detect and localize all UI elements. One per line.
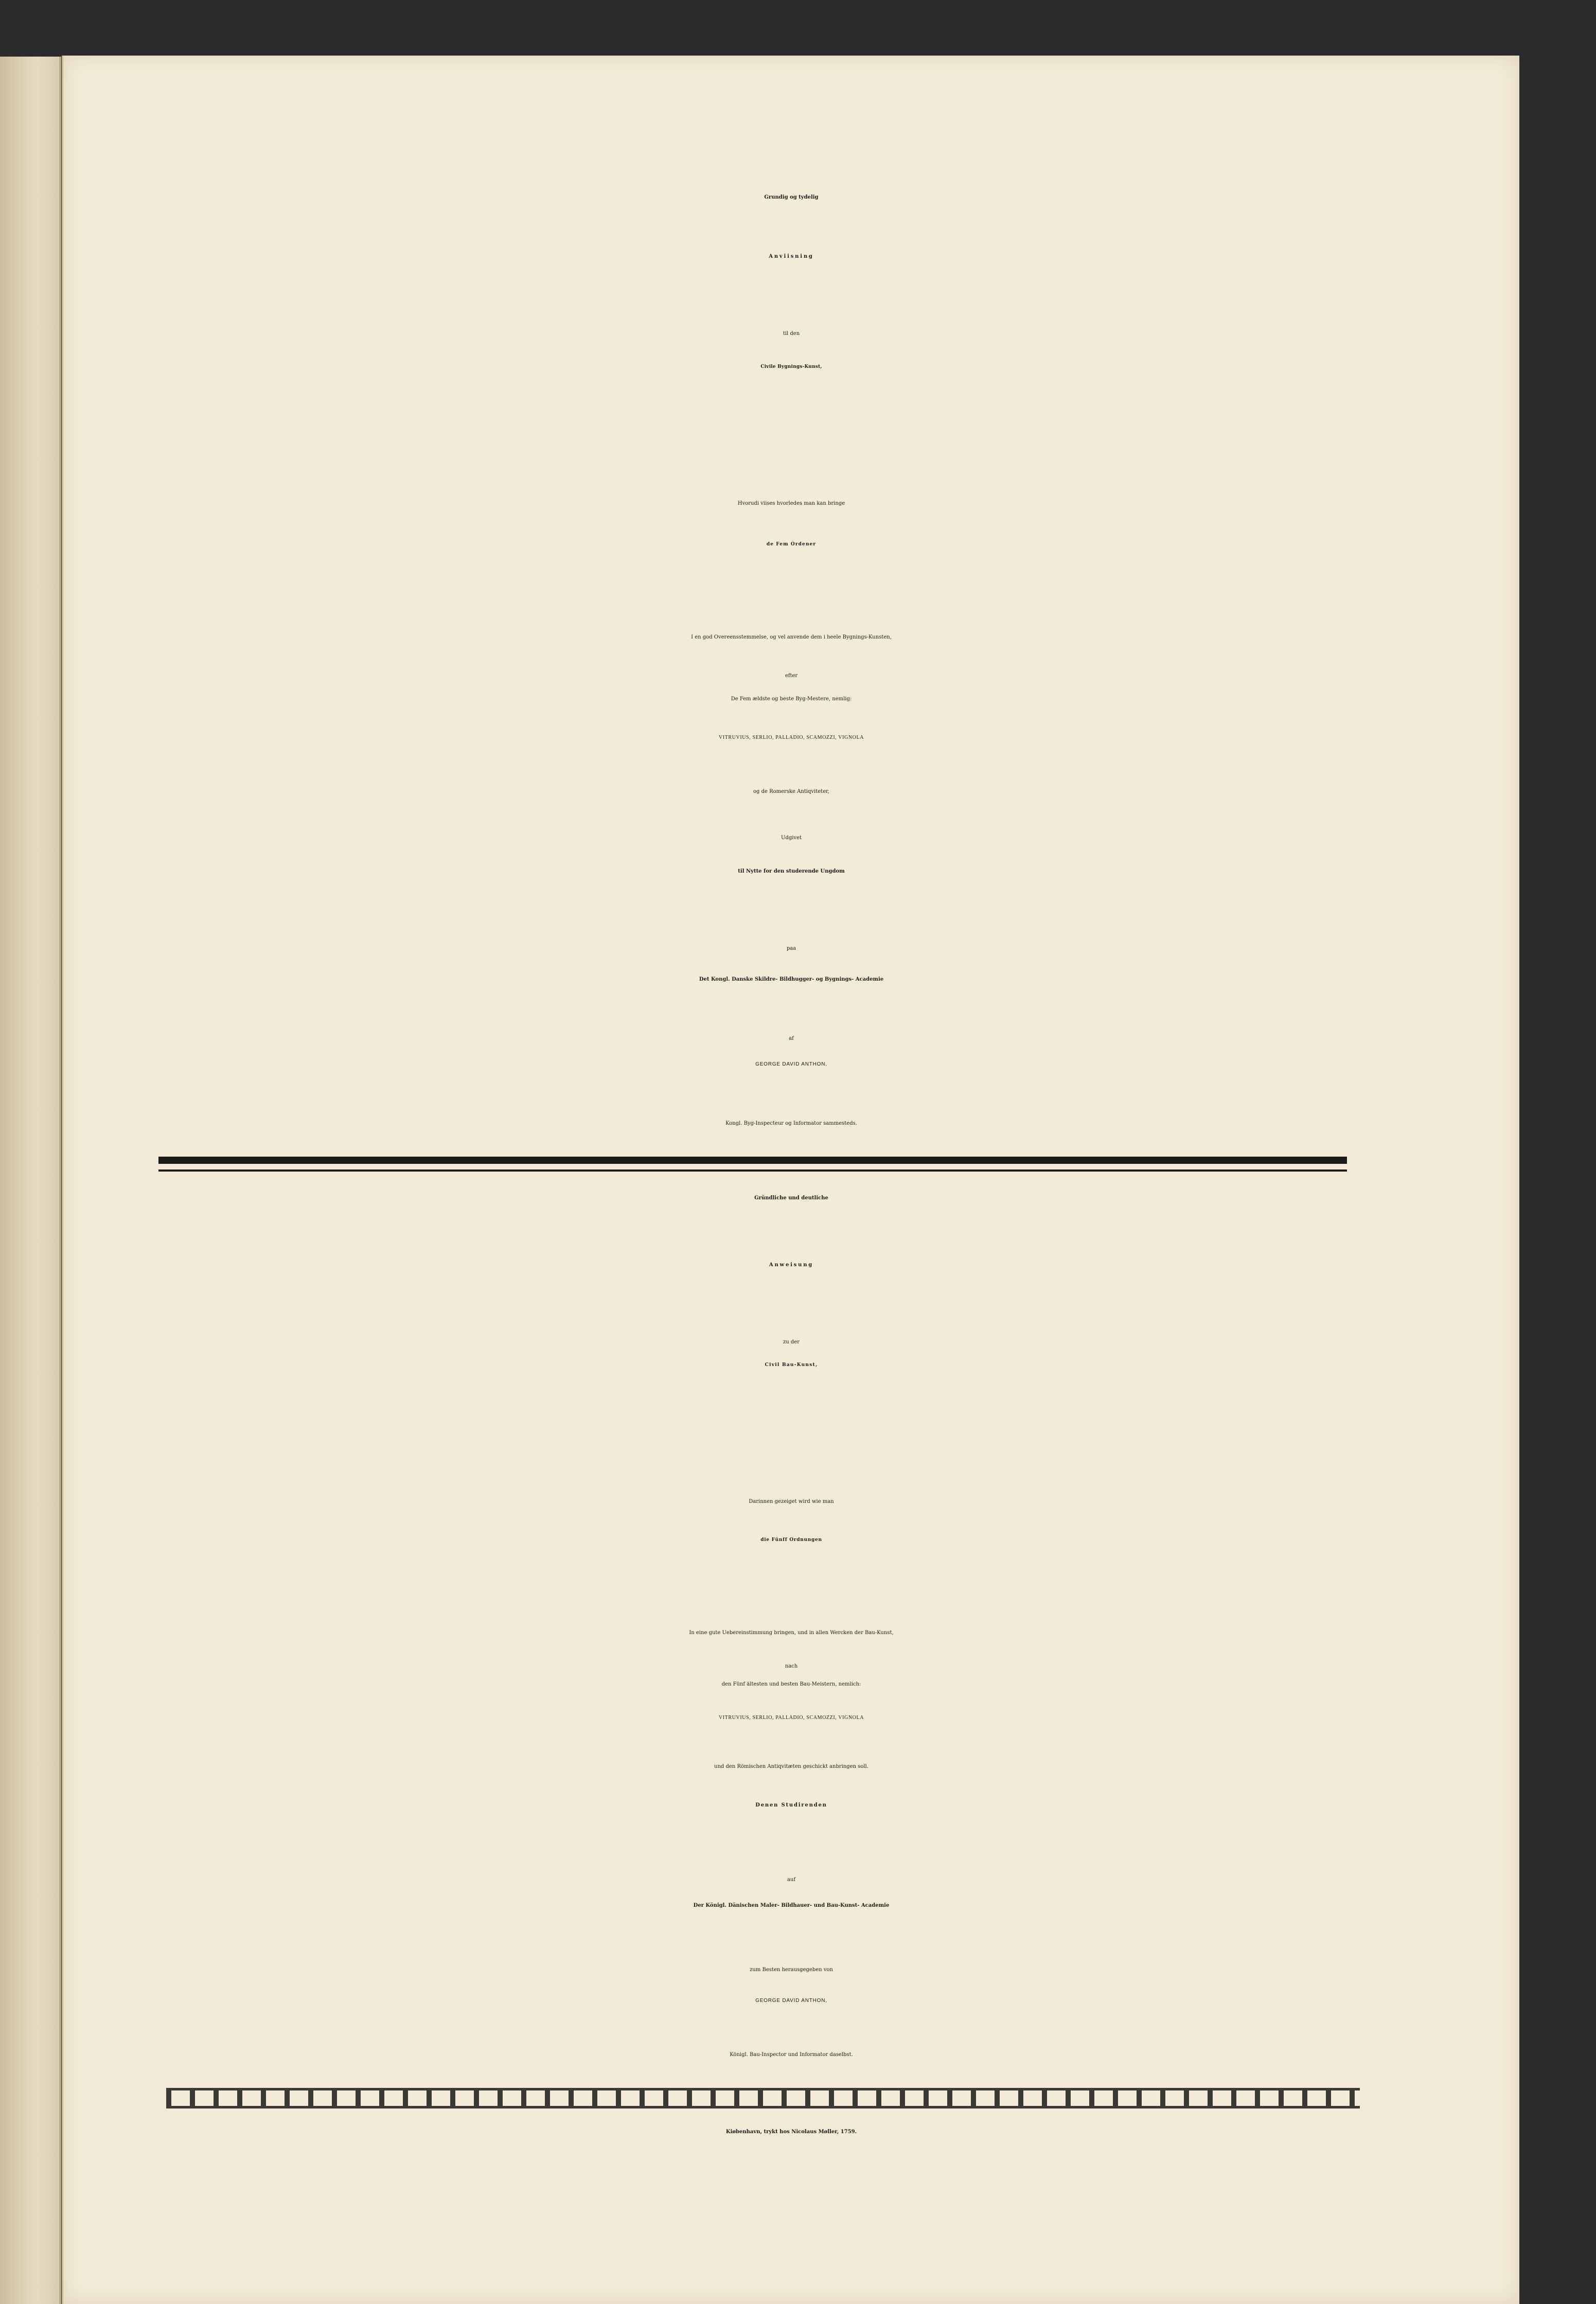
danish-line-7: I en god Overeensstemmelse, og vel anvende dem i heele Bygnings-Kunsten, — [691, 634, 892, 640]
german-academy: Der Königl. Dänischen Maler- Bildhauer- und Bau-Kunst- Academie — [693, 1903, 890, 1908]
german-line-11: und den Römischen Antiqvitæten geschickt anbringen soll. — [714, 1764, 868, 1769]
ornamental-rule — [166, 2088, 1360, 2108]
german-line-9: den Fünf ältesten und besten Bau-Meistern, nemlich: — [721, 1681, 861, 1687]
danish-author: GEORGE DAVID ANTHON, — [755, 1061, 827, 1067]
danish-architects: VITRUVIUS, SERLIO, PALLADIO, SCAMOZZI, VIGNOLA — [718, 735, 864, 740]
danish-anviisning: Anviisning — [769, 254, 814, 259]
german-nach: nach — [785, 1663, 798, 1669]
danish-main-title: Civile Bygnings-Kunst, — [760, 364, 822, 369]
danish-af: af — [789, 1036, 794, 1041]
german-line-1: Gründliche und deutliche — [754, 1195, 828, 1201]
title-page — [62, 56, 1519, 2304]
german-zu-der: zu der — [783, 1339, 800, 1345]
german-anweisung: Anweisung — [769, 1262, 814, 1268]
section-divider-thin — [158, 1169, 1347, 1172]
german-fuenff-ordnungen: die Fünff Ordnungen — [760, 1537, 822, 1543]
german-line-15: zum Besten herausgegeben von — [750, 1967, 833, 1973]
danish-efter: efter — [785, 673, 798, 679]
danish-line-5: Hvorudi viises hvorledes man kan bringe — [737, 501, 845, 506]
danish-line-13: til Nytte for den studerende Ungdom — [738, 869, 845, 874]
imprint: Kiøbenhavn, trykt hos Nicolaus Møller, 1759. — [725, 2129, 857, 2135]
title-page-content — [63, 56, 1519, 2304]
section-divider-thick — [158, 1157, 1347, 1164]
danish-fem-ordener: de Fem Ordener — [766, 542, 817, 547]
german-main-title: Civil Bau-Kunst, — [765, 1362, 818, 1368]
german-line-5: Darinnen gezeiget wird wie man — [749, 1499, 834, 1504]
danish-line-11: og de Romerske Antiqviteter, — [753, 789, 829, 794]
german-author-title: Königl. Bau-Inspector und Informator daselbst. — [730, 2052, 853, 2058]
danish-academy: Det Kongl. Danske Skildre- Bildhugger- og Bygnings- Academie — [699, 977, 884, 982]
danish-line-1: Grundig og tydelig — [764, 194, 819, 200]
danish-paa: paa — [786, 946, 796, 951]
danish-line-9: De Fem ældste og beste Byg-Mestere, nemlig: — [731, 696, 852, 702]
german-auf: auf — [787, 1877, 796, 1883]
danish-udgivet: Udgivet — [781, 835, 802, 841]
german-denen-studirenden: Denen Studirenden — [755, 1802, 827, 1808]
danish-author-title: Kongl. Byg-Inspecteur og Informator sammesteds. — [725, 1121, 857, 1126]
german-author: GEORGE DAVID ANTHON, — [755, 1998, 827, 2004]
facing-page-edge — [0, 57, 61, 2304]
german-line-7: In eine gute Uebereinstimmung bringen, und in allen Wercken der Bau-Kunst, — [689, 1630, 894, 1636]
danish-til-den: til den — [783, 331, 800, 336]
german-architects: VITRUVIUS, SERLIO, PALLADIO, SCAMOZZI, VIGNOLA — [718, 1715, 864, 1721]
